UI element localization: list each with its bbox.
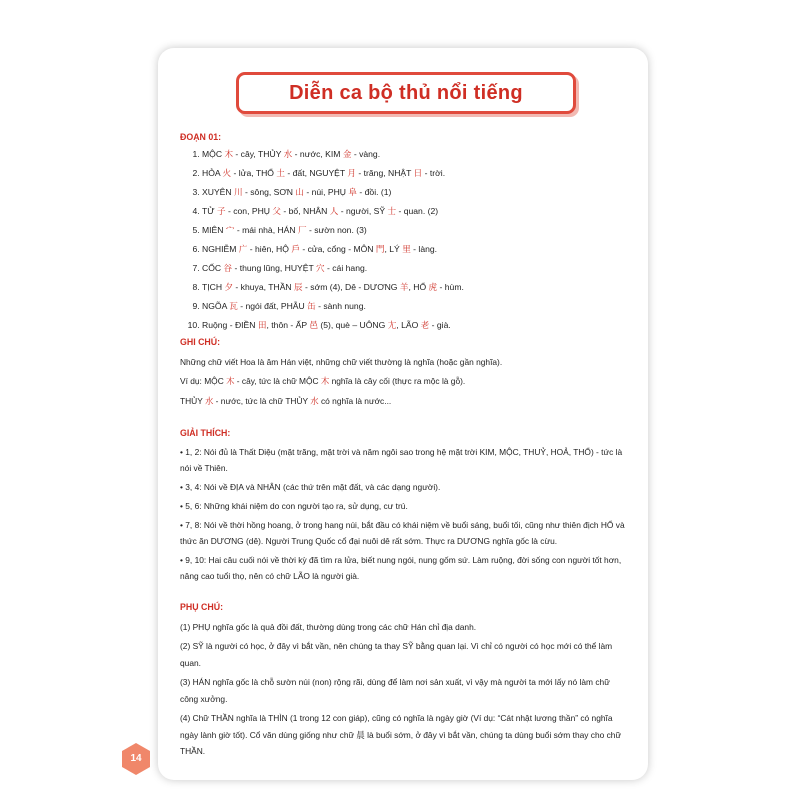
text-segment: - quan. (2) xyxy=(396,206,439,216)
text-segment: - núi, PHỤ xyxy=(303,187,349,197)
text-segment: Những chữ viết Hoa là âm Hán việt, những chữ viết thường là nghĩa (hoặc gần nghĩa). xyxy=(180,356,503,367)
han-character: 士 xyxy=(387,206,397,216)
text-segment: - bố, NHÂN xyxy=(281,206,330,216)
han-character: 阜 xyxy=(348,187,357,197)
page-content xyxy=(180,130,630,763)
section-explanation xyxy=(180,425,630,584)
text-segment: NGHIỄM xyxy=(202,244,239,254)
text-segment: là buổi sớm, ở đây vì bắt vần, chúng ta dùng buổi sớm thay cho chữ THẦN. xyxy=(180,729,622,756)
page-title: Diễn ca bộ thủ nổi tiếng xyxy=(289,82,523,104)
text-segment: - sông, SƠN xyxy=(242,187,296,197)
text-segment: - ngói đất, PHẪU xyxy=(237,301,308,311)
section-footnotes-heading: PHỤ CHÚ: xyxy=(180,602,224,612)
text-segment: MỘC xyxy=(202,149,225,159)
han-character: 戶 xyxy=(291,244,300,254)
text-segment: CỐC xyxy=(202,263,224,273)
section-verse xyxy=(180,130,630,335)
han-character: 谷 xyxy=(223,263,233,273)
footnote-line xyxy=(180,638,630,671)
text-segment: (1) PHỤ nghĩa gốc là quả đồi đất, thường dùng trong các chữ Hán chỉ địa danh. xyxy=(180,621,477,632)
text-segment: (3) HÁN nghĩa gốc là chỗ sườn núi (non) rộng rãi, dùng để làm nơi sản xuất, vì vậy mà người ta mới lấy nó làm chữ công xưởng. xyxy=(180,677,610,704)
han-character: 川 xyxy=(234,187,243,197)
text-segment: THỦY xyxy=(180,395,205,406)
text-segment: - vàng. xyxy=(351,149,381,159)
han-character: 瓦 xyxy=(229,301,238,311)
han-character: 水 xyxy=(310,395,319,406)
book-page xyxy=(158,48,648,780)
text-segment: - làng. xyxy=(410,244,438,254)
verse-line xyxy=(202,278,630,297)
verse-line xyxy=(202,183,630,202)
explanation-line: • 9, 10: Hai câu cuối nói về thời kỳ đã tìm ra lửa, biết nung ngói, nung gốm sứ. Làm ruộng, đời sống con người tốt hơn, nâng cao tuổi thọ, nên có chữ LÃO là người già. xyxy=(180,555,622,581)
text-segment: TỬ xyxy=(202,206,217,216)
explanation-line: • 1, 2: Nói đủ là Thất Diệu (mặt trăng, mặt trời và năm ngôi sao trong hệ mặt trời KIM, MỘC, THUỶ, HOẢ, THỔ) - tức là nói về Thiên. xyxy=(180,447,623,473)
han-character: 尢 xyxy=(387,320,397,330)
text-segment: - hiên, HỘ xyxy=(247,244,292,254)
verse-line xyxy=(202,259,630,278)
text-segment: - mái nhà, HÁN xyxy=(234,225,299,235)
text-segment: - cái hang. xyxy=(324,263,368,273)
text-segment: (5), què – UÔNG xyxy=(317,320,388,330)
han-character: 父 xyxy=(272,206,282,216)
text-segment: có nghĩa là nước... xyxy=(318,395,392,406)
text-segment: - cửa, cổng - MÔN xyxy=(299,244,376,254)
han-character: 子 xyxy=(216,206,226,216)
han-character: 木 xyxy=(224,149,234,159)
text-segment: - đất, NGUYỆT xyxy=(285,168,348,178)
note-line xyxy=(180,394,630,410)
han-character: 晨 xyxy=(356,729,365,740)
verse-list xyxy=(180,145,630,335)
section-explanation-heading: GIẢI THÍCH: xyxy=(180,428,231,438)
text-segment: - sành nung. xyxy=(315,301,366,311)
han-character: 羊 xyxy=(399,282,409,292)
text-segment: , LÃO xyxy=(396,320,421,330)
explanation-line: • 7, 8: Nói về thời hồng hoang, ở trong hang núi, bắt đầu có khái niệm về buổi sáng, buổi tối, cũng như thiên địch HỔ và thức ăn DƯƠNG (dê). Người Trung Quốc cổ đại nuôi dê rất sớm. Thực ra DƯƠNG nghĩa gốc là cừu. xyxy=(180,520,625,546)
explanation-line: • 3, 4: Nói về ĐỊA và NHÂN (các thứ trên mặt đất, và các dạng người). xyxy=(180,482,441,492)
text-segment: Ví dụ: MỘC xyxy=(180,376,227,386)
han-character: 木 xyxy=(226,376,235,386)
text-segment: - sườn non. (3) xyxy=(306,225,367,235)
footnote-line xyxy=(180,674,630,707)
han-character: 广 xyxy=(238,244,248,254)
han-character: 厂 xyxy=(298,225,307,235)
han-character: 山 xyxy=(295,187,304,197)
han-character: 邑 xyxy=(309,320,318,330)
explanation-line: • 5, 6: Những khái niệm do con người tạo ra, sử dụng, cư trú. xyxy=(180,501,408,511)
text-segment: - hùm. xyxy=(437,282,464,292)
han-character: 人 xyxy=(329,206,339,216)
verse-line xyxy=(202,240,630,259)
footnote-line xyxy=(180,710,630,760)
text-segment: (4) Chữ THẦN nghĩa là THÌN (1 trong 12 con giáp), cũng có nghĩa là ngày giờ (Ví dụ: “Cát nhật lương thần” có nghĩa ngày lành giờ tốt). Cổ văn dùng giống như chữ xyxy=(180,713,613,740)
section-notes-heading: GHI CHÚ: xyxy=(180,337,221,347)
text-segment: - đồi. (1) xyxy=(357,187,392,197)
footnote-line xyxy=(180,619,630,636)
text-segment: XUYÊN xyxy=(202,187,234,197)
verse-line xyxy=(202,297,630,316)
han-character: 田 xyxy=(257,320,267,330)
han-character: 穴 xyxy=(316,263,325,273)
page-number: 14 xyxy=(130,753,142,764)
text-segment: - cây, THỦY xyxy=(233,149,284,159)
text-segment: - nước, KIM xyxy=(292,149,343,159)
han-character: 日 xyxy=(413,168,423,178)
page-number-badge xyxy=(119,742,153,776)
text-segment: - lửa, THỔ xyxy=(231,168,277,178)
han-character: 火 xyxy=(222,168,232,178)
han-character: 宀 xyxy=(225,225,235,235)
text-segment: - thung lũng, HUYỆT xyxy=(232,263,317,273)
verse-line xyxy=(202,316,630,335)
han-character: 老 xyxy=(420,320,430,330)
text-segment: NGÕA xyxy=(202,301,230,311)
text-segment: - người, SỸ xyxy=(338,206,388,216)
text-segment: , LÝ xyxy=(384,244,403,254)
text-segment: HỎA xyxy=(202,168,223,178)
han-character: 夕 xyxy=(224,282,234,292)
text-segment: Ruộng - ĐIỀN xyxy=(202,320,258,330)
title-banner xyxy=(236,72,576,114)
han-character: 水 xyxy=(204,395,214,406)
text-segment: - già. xyxy=(429,320,451,330)
han-character: 木 xyxy=(320,376,330,386)
han-character: 里 xyxy=(402,244,411,254)
verse-line xyxy=(202,145,630,164)
han-character: 虎 xyxy=(428,282,438,292)
text-segment: nghĩa là cây cối (thực ra mộc là gỗ). xyxy=(329,376,466,386)
text-segment: (2) SỸ là người có học, ở đây vì bắt vần, nên chúng ta thay SỸ bằng quan lại. Vì chỉ có người có học mới có thể làm quan. xyxy=(180,641,613,668)
text-segment: - con, PHỤ xyxy=(225,206,273,216)
section-notes xyxy=(180,335,630,409)
han-character: 缶 xyxy=(307,301,316,311)
text-segment: - cây, tức là chữ MỘC xyxy=(234,376,321,386)
text-segment: - nước, tức là chữ THỦY xyxy=(213,395,311,406)
section-verse-heading: ĐOẠN 01: xyxy=(180,132,222,142)
text-segment: - trời. xyxy=(422,168,446,178)
han-character: 門 xyxy=(375,244,385,254)
section-footnotes xyxy=(180,599,630,760)
text-segment: TỊCH xyxy=(202,282,225,292)
verse-line xyxy=(202,164,630,183)
note-line xyxy=(180,374,630,390)
verse-line xyxy=(202,202,630,221)
text-segment: - sớm (4), Dê - DƯƠNG xyxy=(302,282,400,292)
text-segment: , HỔ xyxy=(408,282,429,292)
text-segment: - khuya, THẦN xyxy=(233,282,295,292)
text-segment: , thôn - ẤP xyxy=(266,320,310,330)
text-segment: MIÊN xyxy=(202,225,226,235)
text-segment: - trăng, NHẬT xyxy=(356,168,414,178)
han-character: 水 xyxy=(283,149,293,159)
han-character: 土 xyxy=(276,168,285,178)
han-character: 辰 xyxy=(294,282,303,292)
verse-line xyxy=(202,221,630,240)
han-character: 月 xyxy=(347,168,357,178)
note-line xyxy=(180,355,630,371)
han-character: 金 xyxy=(342,149,352,159)
